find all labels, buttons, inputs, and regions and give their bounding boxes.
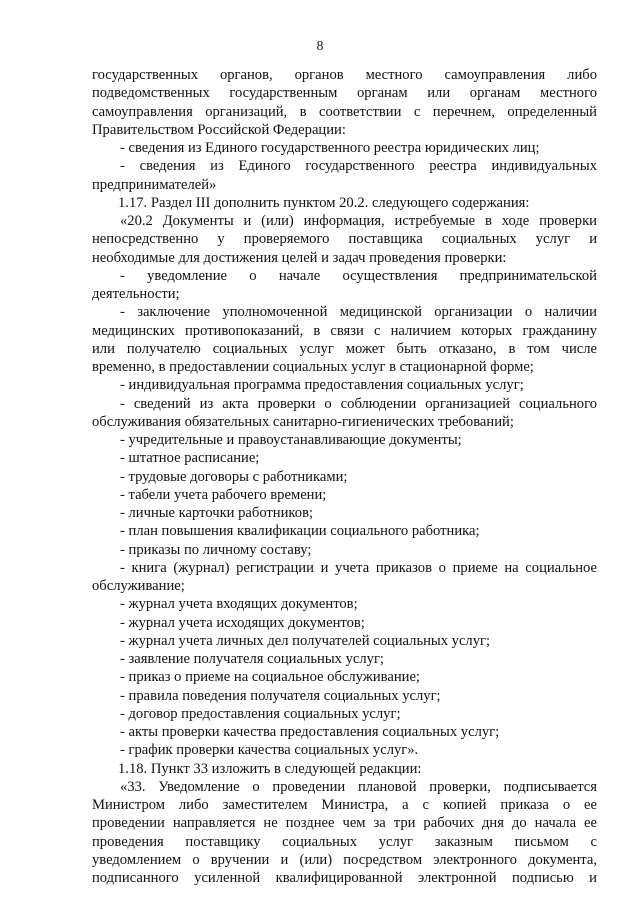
text-line: - заключение уполномоченной медицинской организации о наличии xyxy=(120,304,597,321)
text-line: самоуправления организаций, в соответствии с перечнем, определенный xyxy=(92,103,597,120)
document-body xyxy=(92,66,597,887)
text-line: обслуживания обязательных санитарно-гигиенических требований; xyxy=(92,413,514,430)
text-line: 1.18. Пункт 33 изложить в следующей редакции: xyxy=(118,760,422,777)
text-line: - приказы по личному составу; xyxy=(120,541,312,558)
text-line: предпринимателей» xyxy=(92,176,217,193)
text-line: непосредственно у проверяемого поставщика социальных услуг и xyxy=(92,231,597,248)
text-line: обслуживание; xyxy=(92,578,185,594)
text-line: - личные карточки работников; xyxy=(120,505,314,521)
text-line: временно, в предоставлении социальных услуг в стационарной форме; xyxy=(92,359,534,375)
text-line: - заявление получателя социальных услуг; xyxy=(120,651,384,667)
text-line: - приказ о приеме на социальное обслуживание; xyxy=(120,669,420,686)
text-line: деятельности; xyxy=(92,286,180,302)
text-line: - сведений из акта проверки о соблюдении организацией социального xyxy=(120,395,597,412)
text-line: - сведения из Единого государственного реестра юридических лиц; xyxy=(120,140,540,156)
text-line: - трудовые договоры с работниками; xyxy=(120,468,348,485)
text-line: или получателю социальных услуг может быть отказано, в том числе xyxy=(92,340,597,357)
text-line: - книга (журнал) регистрации и учета приказов о приеме на социальное xyxy=(120,559,597,576)
text-line: - штатное расписание; xyxy=(120,450,260,467)
text-line: - акты проверки качества предоставления социальных услуг; xyxy=(120,724,500,740)
text-line: - уведомление о начале осуществления предпринимательской xyxy=(120,267,597,284)
text-line: Министром либо заместителем Министра, а с копией приказа о ее xyxy=(92,797,597,813)
text-line: Правительством Российской Федерации: xyxy=(92,121,346,138)
text-line: - договор предоставления социальных услуг; xyxy=(120,705,401,722)
text-line: - табели учета рабочего времени; xyxy=(120,486,327,503)
text-line: - журнал учета входящих документов; xyxy=(120,596,358,613)
text-line: 1.17. Раздел III дополнить пунктом 20.2. следующего содержания: xyxy=(118,194,530,211)
text-line: проведения поставщику социальных услуг заказным письмом с xyxy=(92,833,597,850)
text-line: подведомственных государственным органам или органам местного xyxy=(92,85,597,102)
text-line: «20.2 Документы и (или) информация, истребуемые в ходе проверки xyxy=(120,213,597,229)
text-line: проведении направляется не позднее чем за три рабочих дня до начала ее xyxy=(92,815,597,832)
text-line: «33. Уведомление о проведении плановой проверки, подписывается xyxy=(120,778,597,795)
text-line: подписанного усиленной квалифицированной электронной подписью и xyxy=(92,870,597,886)
page-number: 8 xyxy=(316,38,324,53)
text-line: - журнал учета личных дел получателей социальных услуг; xyxy=(120,632,491,649)
text-line: медицинских противопоказаний, в связи с наличием которых гражданину xyxy=(92,322,597,339)
text-line: - учредительные и правоустанавливающие документы; xyxy=(120,432,462,448)
text-line: - правила поведения получателя социальных услуг; xyxy=(120,687,441,704)
text-line: - журнал учета исходящих документов; xyxy=(120,614,365,631)
text-line: - индивидуальная программа предоставления социальных услуг; xyxy=(120,377,524,394)
text-line: уведомлением о вручении и (или) посредством электронного документа, xyxy=(92,851,597,868)
text-line: государственных органов, органов местного самоуправления либо xyxy=(92,67,597,83)
text-line: - план повышения квалификации социального работника; xyxy=(120,523,480,540)
text-line: - сведения из Единого государственного реестра индивидуальных xyxy=(120,158,597,175)
text-line: - график проверки качества социальных услуг». xyxy=(120,742,419,759)
text-line: необходимые для достижения целей и задач проведения проверки: xyxy=(92,249,507,266)
